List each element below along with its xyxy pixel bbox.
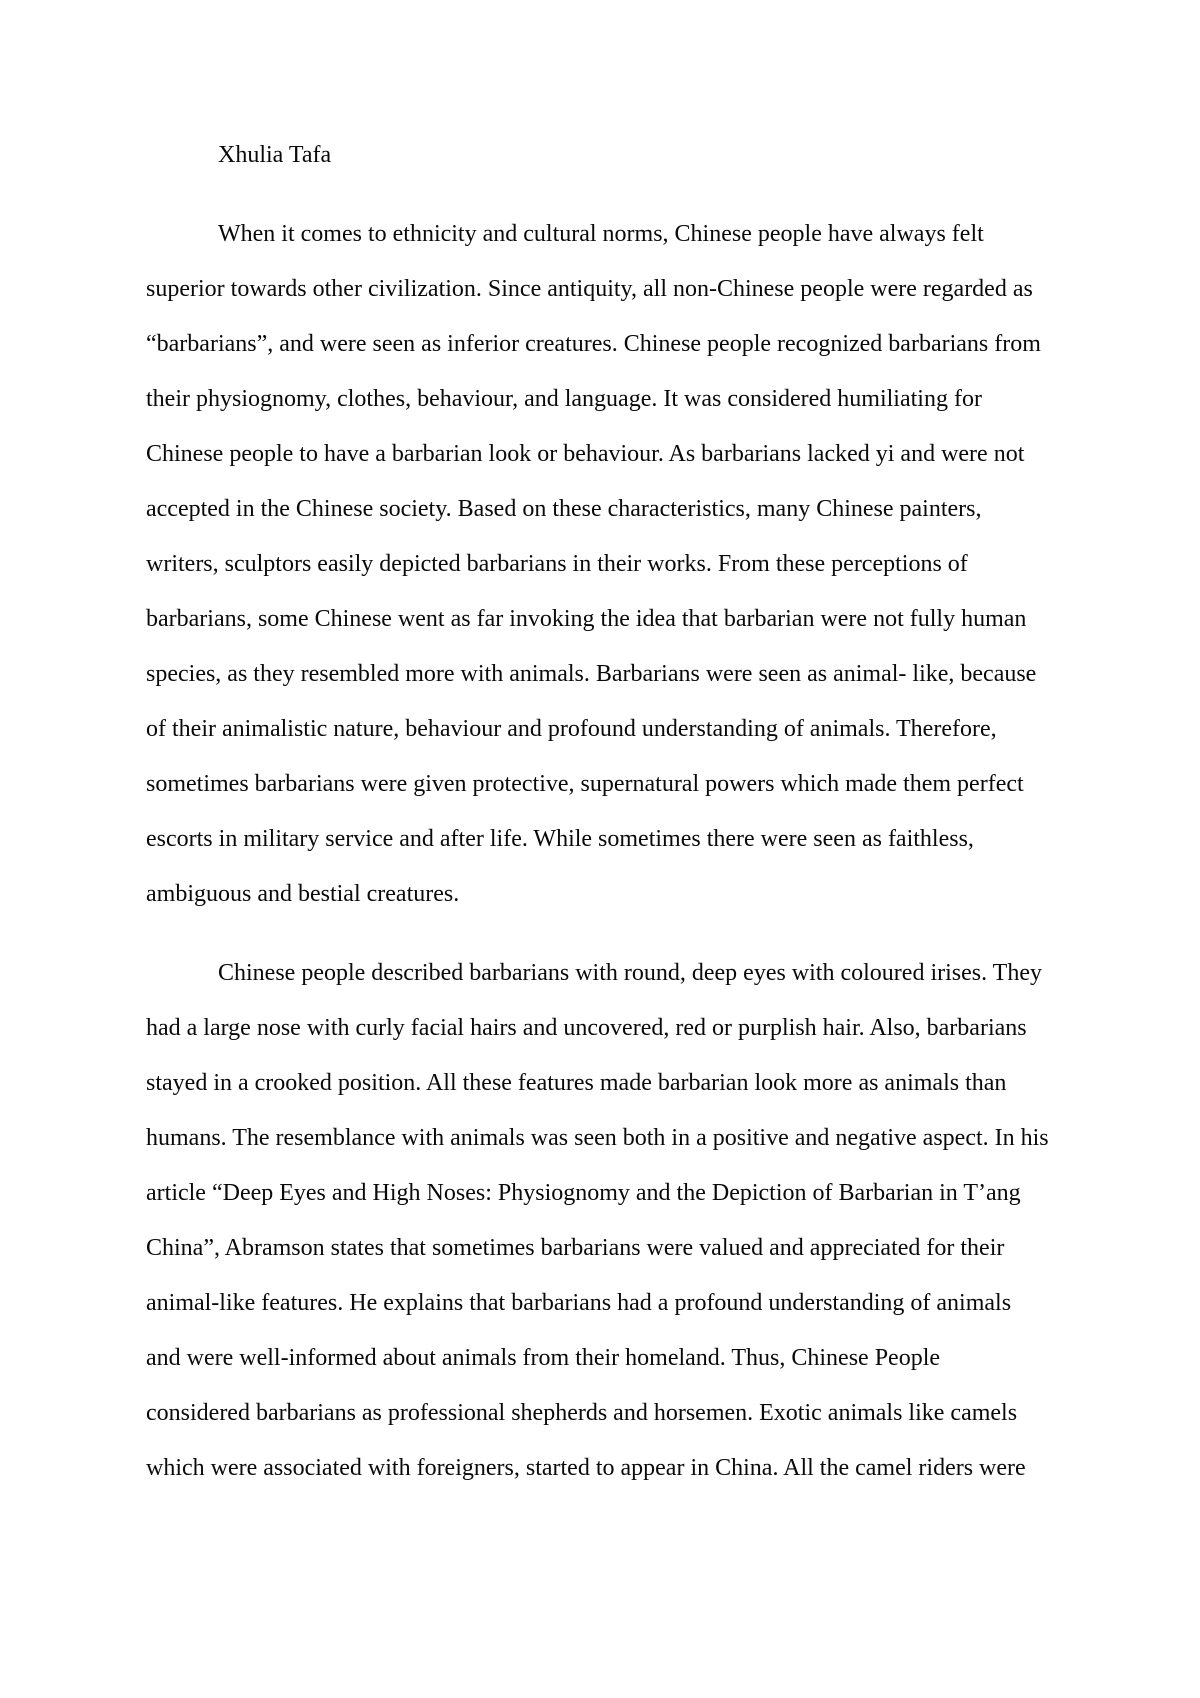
text-line: humans. The resemblance with animals was seen both in a positive and negative aspect. In his [146, 1125, 1049, 1151]
text-line: had a large nose with curly facial hairs and uncovered, red or purplish hair. Also, barbarians [146, 1015, 1027, 1041]
text-line: accepted in the Chinese society. Based on these characteristics, many Chinese painters, [146, 496, 982, 522]
text-line: Chinese people to have a barbarian look or behaviour. As barbarians lacked yi and were not [146, 441, 1025, 467]
text-line: ambiguous and bestial creatures. [146, 881, 460, 907]
text-line: and were well-informed about animals from their homeland. Thus, Chinese People [146, 1345, 941, 1371]
text-line: their physiognomy, clothes, behaviour, and language. It was considered humiliating for [146, 386, 982, 412]
paragraph-2 [146, 946, 1058, 1496]
text-line: superior towards other civilization. Since antiquity, all non-Chinese people were regarded as [146, 276, 1033, 302]
paragraph-1 [146, 207, 1058, 922]
text-line: Chinese people described barbarians with round, deep eyes with coloured irises. They [218, 960, 1042, 986]
essay-body [146, 128, 1058, 1496]
text-line: writers, sculptors easily depicted barbarians in their works. From these perceptions of [146, 551, 968, 577]
author-name: Xhulia Tafa [218, 142, 332, 168]
text-line: “barbarians”, and were seen as inferior creatures. Chinese people recognized barbarians from [146, 331, 1041, 357]
text-line: considered barbarians as professional shepherds and horsemen. Exotic animals like camels [146, 1400, 1018, 1426]
text-line: which were associated with foreigners, started to appear in China. All the camel riders were [146, 1455, 1026, 1481]
text-line: article “Deep Eyes and High Noses: Physiognomy and the Depiction of Barbarian in T’ang [146, 1180, 1021, 1206]
text-line: China”, Abramson states that sometimes barbarians were valued and appreciated for their [146, 1235, 1005, 1261]
text-line: sometimes barbarians were given protective, supernatural powers which made them perfect [146, 771, 1024, 797]
text-line: stayed in a crooked position. All these features made barbarian look more as animals than [146, 1070, 1007, 1096]
text-line: species, as they resembled more with animals. Barbarians were seen as animal- like, because [146, 661, 1037, 687]
text-line: barbarians, some Chinese went as far invoking the idea that barbarian were not fully human [146, 606, 1027, 632]
text-line: escorts in military service and after life. While sometimes there were seen as faithless, [146, 826, 974, 852]
text-line: of their animalistic nature, behaviour and profound understanding of animals. Therefore, [146, 716, 997, 742]
text-line: animal-like features. He explains that barbarians had a profound understanding of animals [146, 1290, 1012, 1316]
text-line: When it comes to ethnicity and cultural norms, Chinese people have always felt [218, 221, 984, 247]
